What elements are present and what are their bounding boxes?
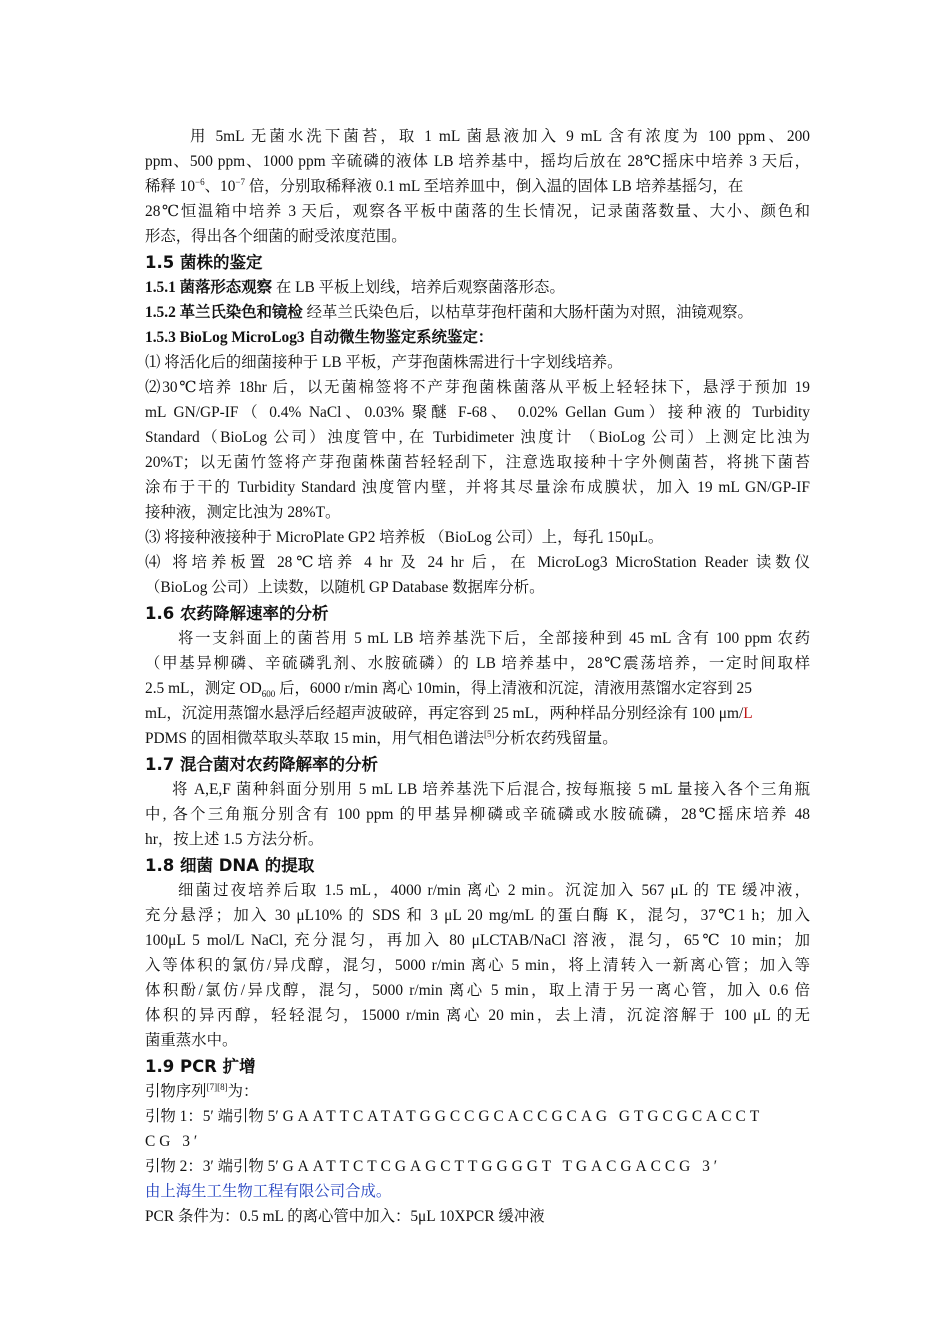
citation: [5] <box>484 729 495 739</box>
paragraph-line: 涂布于干的 Turbidity Standard 浊度管内壁，并将其尽量涂布成膜状，加入 19 mL GN/GP-IF <box>145 479 810 496</box>
paragraph-line: 由上海生工生物工程有限公司合成。 <box>145 1183 392 1200</box>
paragraph-line: 将一支斜面上的菌苔用 5 mL LB 培养基洗下后，全部接种到 45 mL 含有 100 ppm 农药 <box>178 630 810 647</box>
paragraph-line: mL，沉淀用蒸馏水悬浮后经超声波破碎，再定容到 25 mL，两种样品分别经涂有 100 μm/L <box>145 705 753 722</box>
paragraph-line: 接种液，测定比浊为 28%T。 <box>145 504 341 521</box>
paragraph-line: 体积酚/氯仿/异戊醇，混匀，5000 r/min 离心 5 min，取上清于另一离心管，加入 0.6 倍 <box>145 982 810 999</box>
paragraph-line: hr，按上述 1.5 方法分析。 <box>145 831 324 848</box>
paragraph-line: （甲基异柳磷、辛硫磷乳剂、水胺硫磷）的 LB 培养基中，28℃震荡培养，一定时间取样 <box>145 655 810 672</box>
paragraph-line: PDMS 的固相微萃取头萃取 15 min，用气相色谱法[5]分析农药残留量。 <box>145 729 618 747</box>
primer-line: 引物 2：3′ 端引物 5′ GAATTCTCGAGCTTGGGGT TGACGACCG 3′ <box>145 1158 722 1175</box>
paragraph-line: 稀释 $10^{-6}$、$10^{-7}$ 倍，分别取稀释液 0.1 mL 至培养皿中，倒入温的固体 LB 培养基摇匀，在 <box>145 177 744 195</box>
paragraph-line: （BioLog 公司）上读数，以随机 GP Database 数据库分析。 <box>145 579 545 596</box>
section-heading: 1.9 PCR 扩增 <box>145 1057 256 1076</box>
paragraph-line: 100μL 5 mol/L NaCl, 充分混匀，再加入 80 μLCTAB/NaCl 溶液，混匀，65℃ 10 min；加 <box>145 932 810 949</box>
paragraph-line: 将 A,E,F 菌种斜面分别用 5 mL LB 培养基洗下后混合, 按每瓶接 5 mL 量接入各个三角瓶 <box>172 781 810 798</box>
primer-line: 引物 1：5′ 端引物 5′ GAATTCATATGGCCGCACCGCAG GTGCGCACCT <box>145 1108 764 1125</box>
primer-sequence: GAATTCATATGGCCGCACCGCAG GTGCGCACCT <box>282 1108 764 1125</box>
paragraph-line: 28℃恒温箱中培养 3 天后，观察各平板中菌落的生长情况，记录菌落数量、大小、颜色和 <box>145 203 810 220</box>
subsection-heading: 1.5.2 革兰氏染色和镜检 <box>145 304 303 321</box>
paragraph-line: 体积的异丙醇，轻轻混匀，15000 r/min 离心 20 min，去上清，沉淀溶解于 100 μL 的无 <box>145 1007 810 1024</box>
section-heading: 1.6 农药降解速率的分析 <box>145 604 329 623</box>
paragraph-line: 入等体积的氯仿/异戊醇，混匀，5000 r/min 离心 5 min，将上清转入一新离心管；加入等 <box>145 957 810 974</box>
paragraph-line: 2.5 mL，测定 $OD_{600}$ 后，6000 r/min 离心 10min，得上清液和沉淀，清液用蒸馏水定容到 25 <box>145 680 752 700</box>
paragraph-line: ⑵30℃培养 18hr 后，以无菌棉签将不产芽孢菌株菌落从平板上轻轻抹下，悬浮于预加 19 <box>145 379 810 396</box>
paragraph-line: 引物序列[7][8]为： <box>145 1082 259 1100</box>
paragraph-line: mL GN/GP-IF（ 0.4% NaCl、0.03% 聚醚 F-68、 0.02% Gellan Gum）接种液的 Turbidity <box>145 404 810 421</box>
primer-sequence: CG 3′ <box>145 1133 202 1150</box>
paragraph-line: 菌重蒸水中。 <box>145 1032 238 1049</box>
subsection-heading: 1.5.1 菌落形态观察 <box>145 279 272 296</box>
citation: [7][8] <box>206 1082 228 1092</box>
subsection-heading: 1.5.3 BioLog MicroLog3 自动微生物鉴定系统鉴定： <box>145 329 494 346</box>
subsection-line: 1.5.2 革兰氏染色和镜检 经革兰氏染色后，以枯草芽孢杆菌和大肠杆菌为对照，油镜观察。 <box>145 304 753 321</box>
section-heading: 1.7 混合菌对农药降解率的分析 <box>145 755 378 774</box>
paragraph-line: 形态，得出各个细菌的耐受浓度范围。 <box>145 228 407 245</box>
paragraph-line: ⑶ 将接种液接种于 MicroPlate GP2 培养板 （BioLog 公司）上，每孔 150μL。 <box>145 529 664 546</box>
paragraph-line: Standard（BioLog 公司）浊度管中, 在 Turbidimeter 浊度计 （BioLog 公司）上测定比浊为 <box>145 429 810 446</box>
paragraph-line: PCR 条件为：0.5 mL 的离心管中加入：5μL 10XPCR 缓冲液 <box>145 1208 545 1225</box>
paragraph-line: 中, 各个三角瓶分别含有 100 ppm 的甲基异柳磷或辛硫磷或水胺硫磷，28℃摇床培养 48 <box>145 806 810 823</box>
paragraph-line: 细菌过夜培养后取 1.5 mL，4000 r/min 离心 2 min。沉淀加入 567 μL 的 TE 缓冲液， <box>178 882 810 899</box>
primer-sequence: GAATTCTCGAGCTTGGGGT TGACGACCG 3′ <box>282 1158 722 1175</box>
paragraph-line: 20%T；以无菌竹签将产芽孢菌株菌苔轻轻刮下，注意选取接种十字外侧菌苔，将挑下菌苔 <box>145 454 810 471</box>
section-heading: 1.5 菌株的鉴定 <box>145 253 263 272</box>
paragraph-line: 用 5mL 无菌水洗下菌苔，取 1 mL 菌悬液加入 9 mL 含有浓度为 100 ppm、200 <box>190 128 810 145</box>
paragraph-line: ⑷ 将培养板置 28℃培养 4 hr 及 24 hr 后，在 MicroLog3 MicroStation Reader 读数仪 <box>145 554 810 571</box>
subsection-line: 1.5.1 菌落形态观察 在 LB 平板上划线，培养后观察菌落形态。 <box>145 279 565 296</box>
paragraph-line: ⑴ 将活化后的细菌接种于 LB 平板，产芽孢菌株需进行十字划线培养。 <box>145 354 623 371</box>
section-heading: 1.8 细菌 DNA 的提取 <box>145 856 315 875</box>
paragraph-line: 充分悬浮；加入 30 μL10% 的 SDS 和 3 μL 20 mg/mL 的蛋白酶 K，混匀，37℃1 h；加入 <box>145 907 810 924</box>
paragraph-line: ppm、500 ppm、1000 ppm 辛硫磷的液体 LB 培养基中，摇均后放在 28℃摇床中培养 3 天后， <box>145 153 810 170</box>
